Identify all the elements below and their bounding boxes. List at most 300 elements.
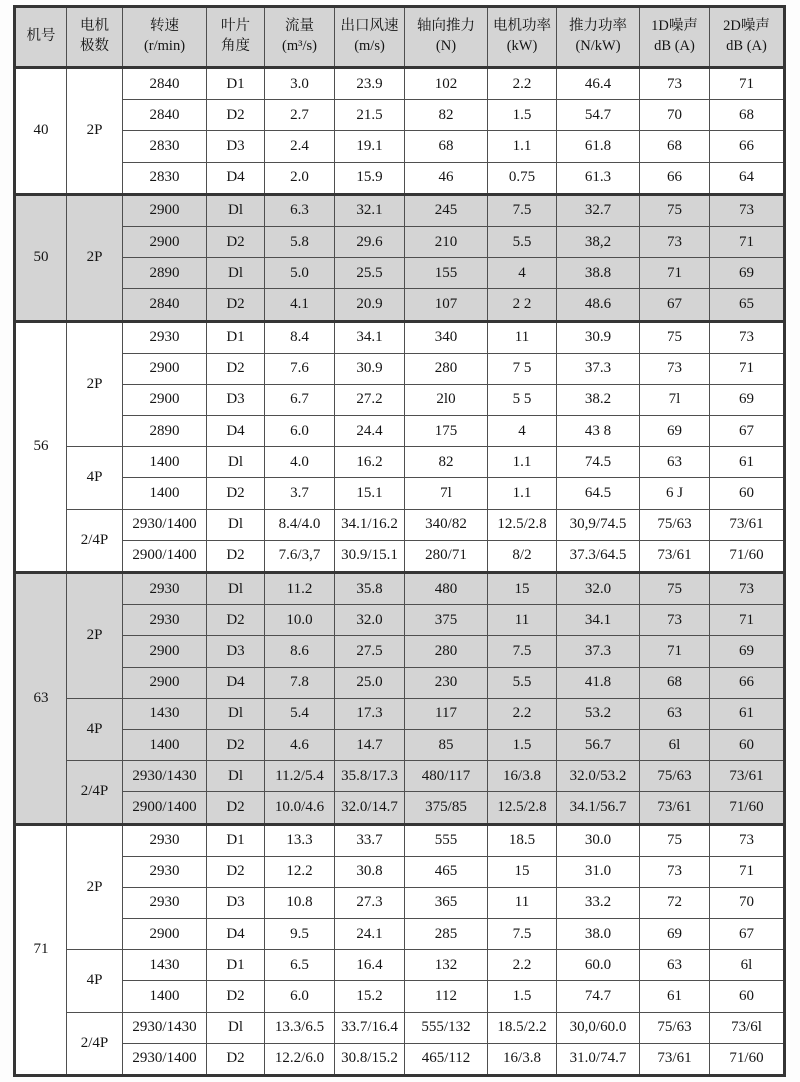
cell-noise-1d: 75	[640, 573, 710, 605]
cell-speed-rpm: 2900	[123, 384, 207, 415]
cell-blade-angle: D3	[207, 887, 265, 918]
cell-motor-power: 4	[488, 416, 557, 447]
cell-noise-1d: 73	[640, 353, 710, 384]
cell-noise-1d: 63	[640, 447, 710, 478]
cell-blade-angle: D3	[207, 131, 265, 162]
cell-motor-power: 2.2	[488, 68, 557, 100]
cell-flow-rate: 6.7	[265, 384, 335, 415]
cell-outlet-velocity: 25.5	[335, 258, 405, 289]
cell-noise-2d: 71	[710, 605, 785, 636]
cell-noise-1d: 69	[640, 919, 710, 950]
cell-motor-power: 16/3.8	[488, 1043, 557, 1075]
cell-flow-rate: 5.0	[265, 258, 335, 289]
cell-speed-rpm: 2900	[123, 353, 207, 384]
table-row	[15, 887, 785, 918]
cell-flow-rate: 2.4	[265, 131, 335, 162]
cell-speed-rpm: 2930	[123, 605, 207, 636]
cell-outlet-velocity: 30.9	[335, 353, 405, 384]
cell-motor-power: 16/3.8	[488, 761, 557, 792]
cell-flow-rate: 10.8	[265, 887, 335, 918]
cell-outlet-velocity: 32.0/14.7	[335, 792, 405, 824]
cell-noise-1d: 75	[640, 321, 710, 353]
cell-thrust-power: 74.5	[557, 447, 640, 478]
cell-noise-2d: 71/60	[710, 540, 785, 572]
cell-noise-1d: 70	[640, 100, 710, 131]
cell-noise-1d: 73/61	[640, 540, 710, 572]
cell-outlet-velocity: 33.7/16.4	[335, 1012, 405, 1043]
cell-flow-rate: 4.6	[265, 729, 335, 760]
cell-speed-rpm: 2930/1430	[123, 761, 207, 792]
cell-speed-rpm: 2930/1400	[123, 1043, 207, 1075]
cell-thrust-power: 48.6	[557, 289, 640, 321]
cell-motor-power: 15	[488, 573, 557, 605]
cell-thrust-power: 38.0	[557, 919, 640, 950]
cell-noise-1d: 7l	[640, 384, 710, 415]
cell-noise-1d: 75	[640, 824, 710, 856]
cell-blade-angle: D1	[207, 321, 265, 353]
cell-speed-rpm: 2900	[123, 194, 207, 226]
cell-noise-2d: 68	[710, 100, 785, 131]
col-header-sublabel: 极数	[80, 38, 109, 54]
cell-noise-2d: 71	[710, 68, 785, 100]
col-header-sublabel: (kW)	[506, 38, 538, 54]
cell-noise-2d: 67	[710, 919, 785, 950]
cell-noise-1d: 68	[640, 667, 710, 698]
cell-axial-thrust: 480	[405, 573, 488, 605]
cell-speed-rpm: 2840	[123, 289, 207, 321]
cell-outlet-velocity: 20.9	[335, 289, 405, 321]
cell-axial-thrust: 175	[405, 416, 488, 447]
cell-motor-power: 8/2	[488, 540, 557, 572]
cell-blade-angle: D2	[207, 478, 265, 509]
cell-thrust-power: 38,2	[557, 226, 640, 257]
cell-blade-angle: D2	[207, 856, 265, 887]
col-header-motor-poles	[67, 7, 123, 68]
cell-motor-poles: 4P	[67, 950, 123, 1012]
cell-blade-angle: Dl	[207, 573, 265, 605]
cell-flow-rate: 6.0	[265, 416, 335, 447]
cell-outlet-velocity: 33.7	[335, 824, 405, 856]
cell-motor-power: 1.1	[488, 478, 557, 509]
cell-speed-rpm: 2890	[123, 416, 207, 447]
col-header-blade-angle	[207, 7, 265, 68]
col-header-sublabel: (N)	[435, 38, 457, 54]
cell-speed-rpm: 2900	[123, 226, 207, 257]
cell-outlet-velocity: 27.5	[335, 636, 405, 667]
col-header-label: 出口风速	[340, 18, 399, 35]
cell-noise-2d: 60	[710, 981, 785, 1012]
cell-flow-rate: 13.3/6.5	[265, 1012, 335, 1043]
cell-noise-2d: 73	[710, 573, 785, 605]
cell-flow-rate: 5.8	[265, 226, 335, 257]
cell-flow-rate: 8.4/4.0	[265, 509, 335, 540]
cell-blade-angle: D1	[207, 68, 265, 100]
cell-outlet-velocity: 30.8	[335, 856, 405, 887]
cell-axial-thrust: 46	[405, 162, 488, 194]
col-header-label: 1D噪声	[651, 18, 698, 35]
cell-speed-rpm: 2930/1430	[123, 1012, 207, 1043]
cell-axial-thrust: 340/82	[405, 509, 488, 540]
cell-flow-rate: 2.0	[265, 162, 335, 194]
cell-speed-rpm: 1400	[123, 981, 207, 1012]
cell-motor-power: 1.5	[488, 981, 557, 1012]
cell-outlet-velocity: 29.6	[335, 226, 405, 257]
cell-motor-power: 1.1	[488, 447, 557, 478]
cell-motor-power: 1.5	[488, 729, 557, 760]
cell-speed-rpm: 2830	[123, 162, 207, 194]
cell-outlet-velocity: 35.8	[335, 573, 405, 605]
cell-blade-angle: D2	[207, 792, 265, 824]
cell-flow-rate: 3.7	[265, 478, 335, 509]
cell-axial-thrust: 280	[405, 353, 488, 384]
cell-motor-power: 2.2	[488, 950, 557, 981]
cell-speed-rpm: 2900/1400	[123, 540, 207, 572]
header-row	[15, 7, 785, 68]
table-row	[15, 856, 785, 887]
cell-outlet-velocity: 24.4	[335, 416, 405, 447]
cell-thrust-power: 31.0/74.7	[557, 1043, 640, 1075]
cell-motor-poles: 2P	[67, 321, 123, 447]
col-header-noise-1d	[640, 7, 710, 68]
cell-axial-thrust: 375	[405, 605, 488, 636]
cell-speed-rpm: 2930/1400	[123, 509, 207, 540]
cell-thrust-power: 53.2	[557, 698, 640, 729]
cell-flow-rate: 4.0	[265, 447, 335, 478]
cell-motor-power: 11	[488, 321, 557, 353]
cell-noise-2d: 73/6l	[710, 1012, 785, 1043]
cell-machine-no: 56	[15, 321, 67, 573]
cell-blade-angle: Dl	[207, 447, 265, 478]
cell-blade-angle: D3	[207, 636, 265, 667]
cell-noise-2d: 73/61	[710, 761, 785, 792]
cell-blade-angle: Dl	[207, 194, 265, 226]
cell-blade-angle: D2	[207, 353, 265, 384]
table-row	[15, 761, 785, 792]
col-header-machine-no	[15, 7, 67, 68]
cell-axial-thrust: 280/71	[405, 540, 488, 572]
cell-axial-thrust: 102	[405, 68, 488, 100]
cell-noise-1d: 73	[640, 605, 710, 636]
cell-axial-thrust: 82	[405, 100, 488, 131]
cell-blade-angle: D2	[207, 981, 265, 1012]
cell-noise-2d: 71	[710, 353, 785, 384]
cell-blade-angle: D3	[207, 384, 265, 415]
cell-motor-power: 1.5	[488, 100, 557, 131]
cell-noise-1d: 73/61	[640, 1043, 710, 1075]
table-row	[15, 981, 785, 1012]
cell-noise-2d: 66	[710, 667, 785, 698]
cell-axial-thrust: 85	[405, 729, 488, 760]
col-header-speed-rpm	[123, 7, 207, 68]
cell-thrust-power: 30.0	[557, 824, 640, 856]
cell-motor-power: 5 5	[488, 384, 557, 415]
col-header-label: 轴向推力	[417, 18, 475, 35]
cell-blade-angle: D2	[207, 100, 265, 131]
cell-flow-rate: 3.0	[265, 68, 335, 100]
cell-motor-power: 7 5	[488, 353, 557, 384]
cell-blade-angle: D2	[207, 289, 265, 321]
col-header-sublabel: (m³/s)	[282, 38, 317, 54]
cell-flow-rate: 11.2/5.4	[265, 761, 335, 792]
cell-speed-rpm: 2900	[123, 636, 207, 667]
cell-outlet-velocity: 30.9/15.1	[335, 540, 405, 572]
cell-speed-rpm: 1400	[123, 478, 207, 509]
col-header-label: 电机	[80, 18, 109, 35]
cell-motor-power: 12.5/2.8	[488, 509, 557, 540]
col-header-sublabel: (r/min)	[143, 38, 186, 54]
cell-outlet-velocity: 34.1/16.2	[335, 509, 405, 540]
cell-outlet-velocity: 19.1	[335, 131, 405, 162]
cell-noise-2d: 70	[710, 887, 785, 918]
table-row	[15, 824, 785, 856]
cell-outlet-velocity: 14.7	[335, 729, 405, 760]
cell-blade-angle: D4	[207, 919, 265, 950]
col-header-sublabel: (N/kW)	[575, 38, 621, 54]
cell-thrust-power: 31.0	[557, 856, 640, 887]
cell-motor-power: 5.5	[488, 226, 557, 257]
cell-axial-thrust: 555/132	[405, 1012, 488, 1043]
cell-motor-poles: 2/4P	[67, 761, 123, 824]
cell-flow-rate: 13.3	[265, 824, 335, 856]
cell-noise-1d: 73/61	[640, 792, 710, 824]
table-row	[15, 540, 785, 572]
cell-motor-power: 2.2	[488, 698, 557, 729]
cell-axial-thrust: 480/117	[405, 761, 488, 792]
cell-blade-angle: D1	[207, 950, 265, 981]
cell-outlet-velocity: 34.1	[335, 321, 405, 353]
cell-speed-rpm: 2930	[123, 887, 207, 918]
cell-noise-2d: 73/61	[710, 509, 785, 540]
cell-outlet-velocity: 21.5	[335, 100, 405, 131]
cell-noise-2d: 71/60	[710, 1043, 785, 1075]
cell-machine-no: 50	[15, 194, 67, 321]
cell-thrust-power: 34.1/56.7	[557, 792, 640, 824]
table-row	[15, 605, 785, 636]
fan-spec-table	[13, 5, 786, 1077]
cell-axial-thrust: 7l	[405, 478, 488, 509]
cell-noise-1d: 75/63	[640, 761, 710, 792]
col-header-label: 转速	[150, 18, 179, 35]
cell-motor-poles: 2P	[67, 194, 123, 321]
cell-noise-1d: 69	[640, 416, 710, 447]
cell-flow-rate: 6.5	[265, 950, 335, 981]
cell-flow-rate: 7.6/3,7	[265, 540, 335, 572]
cell-speed-rpm: 1400	[123, 447, 207, 478]
cell-noise-2d: 73	[710, 321, 785, 353]
cell-thrust-power: 30,0/60.0	[557, 1012, 640, 1043]
cell-noise-2d: 71	[710, 856, 785, 887]
cell-thrust-power: 37.3	[557, 353, 640, 384]
cell-thrust-power: 33.2	[557, 887, 640, 918]
cell-thrust-power: 34.1	[557, 605, 640, 636]
cell-motor-power: 4	[488, 258, 557, 289]
cell-outlet-velocity: 16.2	[335, 447, 405, 478]
cell-flow-rate: 5.4	[265, 698, 335, 729]
col-header-flow-rate	[265, 7, 335, 68]
cell-noise-1d: 73	[640, 226, 710, 257]
cell-motor-poles: 4P	[67, 698, 123, 760]
table-row	[15, 1012, 785, 1043]
cell-axial-thrust: 555	[405, 824, 488, 856]
cell-noise-2d: 71/60	[710, 792, 785, 824]
col-header-motor-power	[488, 7, 557, 68]
cell-noise-2d: 60	[710, 729, 785, 760]
cell-thrust-power: 61.3	[557, 162, 640, 194]
cell-motor-power: 11	[488, 605, 557, 636]
col-header-sublabel: dB (A)	[654, 38, 695, 54]
cell-flow-rate: 10.0	[265, 605, 335, 636]
table-row	[15, 162, 785, 194]
cell-motor-power: 18.5/2.2	[488, 1012, 557, 1043]
cell-flow-rate: 7.8	[265, 667, 335, 698]
cell-noise-1d: 73	[640, 68, 710, 100]
cell-axial-thrust: 285	[405, 919, 488, 950]
cell-blade-angle: D2	[207, 540, 265, 572]
cell-noise-1d: 75/63	[640, 509, 710, 540]
cell-noise-2d: 69	[710, 384, 785, 415]
cell-flow-rate: 6.0	[265, 981, 335, 1012]
table-row	[15, 1043, 785, 1075]
cell-thrust-power: 56.7	[557, 729, 640, 760]
cell-speed-rpm: 2840	[123, 100, 207, 131]
cell-blade-angle: Dl	[207, 1012, 265, 1043]
cell-motor-power: 7.5	[488, 919, 557, 950]
cell-noise-2d: 61	[710, 698, 785, 729]
cell-noise-1d: 61	[640, 981, 710, 1012]
cell-outlet-velocity: 15.9	[335, 162, 405, 194]
cell-noise-1d: 6l	[640, 729, 710, 760]
cell-noise-2d: 65	[710, 289, 785, 321]
table-row	[15, 131, 785, 162]
cell-blade-angle: D2	[207, 226, 265, 257]
cell-noise-1d: 71	[640, 636, 710, 667]
cell-noise-2d: 73	[710, 194, 785, 226]
table-row	[15, 509, 785, 540]
cell-thrust-power: 37.3/64.5	[557, 540, 640, 572]
cell-noise-1d: 68	[640, 131, 710, 162]
cell-blade-angle: D4	[207, 162, 265, 194]
table-row	[15, 950, 785, 981]
col-header-sublabel: dB (A)	[726, 38, 767, 54]
cell-thrust-power: 38.8	[557, 258, 640, 289]
cell-thrust-power: 60.0	[557, 950, 640, 981]
cell-axial-thrust: 230	[405, 667, 488, 698]
cell-axial-thrust: 465	[405, 856, 488, 887]
table-row	[15, 792, 785, 824]
cell-speed-rpm: 2930	[123, 573, 207, 605]
cell-thrust-power: 38.2	[557, 384, 640, 415]
table-row	[15, 68, 785, 100]
col-header-label: 机号	[26, 28, 56, 45]
cell-thrust-power: 30.9	[557, 321, 640, 353]
cell-speed-rpm: 2830	[123, 131, 207, 162]
cell-motor-poles: 4P	[67, 447, 123, 509]
cell-outlet-velocity: 27.3	[335, 887, 405, 918]
cell-blade-angle: Dl	[207, 509, 265, 540]
cell-motor-power: 5.5	[488, 667, 557, 698]
cell-noise-1d: 75	[640, 194, 710, 226]
table-row	[15, 384, 785, 415]
cell-flow-rate: 4.1	[265, 289, 335, 321]
cell-machine-no: 63	[15, 573, 67, 825]
cell-motor-poles: 2P	[67, 68, 123, 195]
cell-axial-thrust: 210	[405, 226, 488, 257]
table-row	[15, 573, 785, 605]
cell-noise-2d: 69	[710, 258, 785, 289]
cell-blade-angle: D4	[207, 416, 265, 447]
col-header-thrust-power	[557, 7, 640, 68]
cell-speed-rpm: 2930	[123, 824, 207, 856]
cell-axial-thrust: 112	[405, 981, 488, 1012]
col-header-label: 叶片	[221, 18, 250, 35]
cell-axial-thrust: 82	[405, 447, 488, 478]
cell-thrust-power: 32.0/53.2	[557, 761, 640, 792]
cell-motor-poles: 2P	[67, 824, 123, 950]
cell-noise-1d: 66	[640, 162, 710, 194]
table-row	[15, 353, 785, 384]
cell-blade-angle: D2	[207, 729, 265, 760]
cell-noise-1d: 63	[640, 698, 710, 729]
cell-blade-angle: D4	[207, 667, 265, 698]
cell-axial-thrust: 132	[405, 950, 488, 981]
cell-motor-poles: 2/4P	[67, 1012, 123, 1075]
cell-noise-2d: 73	[710, 824, 785, 856]
cell-axial-thrust: 107	[405, 289, 488, 321]
cell-axial-thrust: 68	[405, 131, 488, 162]
cell-axial-thrust: 245	[405, 194, 488, 226]
cell-outlet-velocity: 16.4	[335, 950, 405, 981]
cell-motor-poles: 2P	[67, 573, 123, 699]
cell-thrust-power: 54.7	[557, 100, 640, 131]
cell-thrust-power: 32.0	[557, 573, 640, 605]
cell-thrust-power: 43 8	[557, 416, 640, 447]
cell-machine-no: 71	[15, 824, 67, 1076]
cell-noise-2d: 60	[710, 478, 785, 509]
cell-axial-thrust: 340	[405, 321, 488, 353]
table-row	[15, 100, 785, 131]
cell-outlet-velocity: 15.2	[335, 981, 405, 1012]
table-row	[15, 226, 785, 257]
cell-blade-angle: D2	[207, 605, 265, 636]
cell-speed-rpm: 1400	[123, 729, 207, 760]
cell-motor-power: 1.1	[488, 131, 557, 162]
cell-thrust-power: 74.7	[557, 981, 640, 1012]
cell-flow-rate: 12.2	[265, 856, 335, 887]
cell-motor-poles: 2/4P	[67, 509, 123, 572]
cell-outlet-velocity: 24.1	[335, 919, 405, 950]
cell-outlet-velocity: 30.8/15.2	[335, 1043, 405, 1075]
cell-noise-2d: 6l	[710, 950, 785, 981]
cell-axial-thrust: 465/112	[405, 1043, 488, 1075]
cell-flow-rate: 12.2/6.0	[265, 1043, 335, 1075]
cell-noise-1d: 63	[640, 950, 710, 981]
cell-speed-rpm: 1430	[123, 950, 207, 981]
col-header-sublabel: (m/s)	[354, 38, 385, 54]
table-row	[15, 478, 785, 509]
table-row	[15, 919, 785, 950]
cell-outlet-velocity: 25.0	[335, 667, 405, 698]
table-row	[15, 321, 785, 353]
cell-motor-power: 7.5	[488, 636, 557, 667]
cell-motor-power: 7.5	[488, 194, 557, 226]
cell-flow-rate: 8.6	[265, 636, 335, 667]
cell-outlet-velocity: 35.8/17.3	[335, 761, 405, 792]
cell-machine-no: 40	[15, 68, 67, 195]
col-header-sublabel: 角度	[221, 38, 250, 54]
cell-speed-rpm: 2930	[123, 321, 207, 353]
cell-thrust-power: 30,9/74.5	[557, 509, 640, 540]
cell-noise-2d: 67	[710, 416, 785, 447]
